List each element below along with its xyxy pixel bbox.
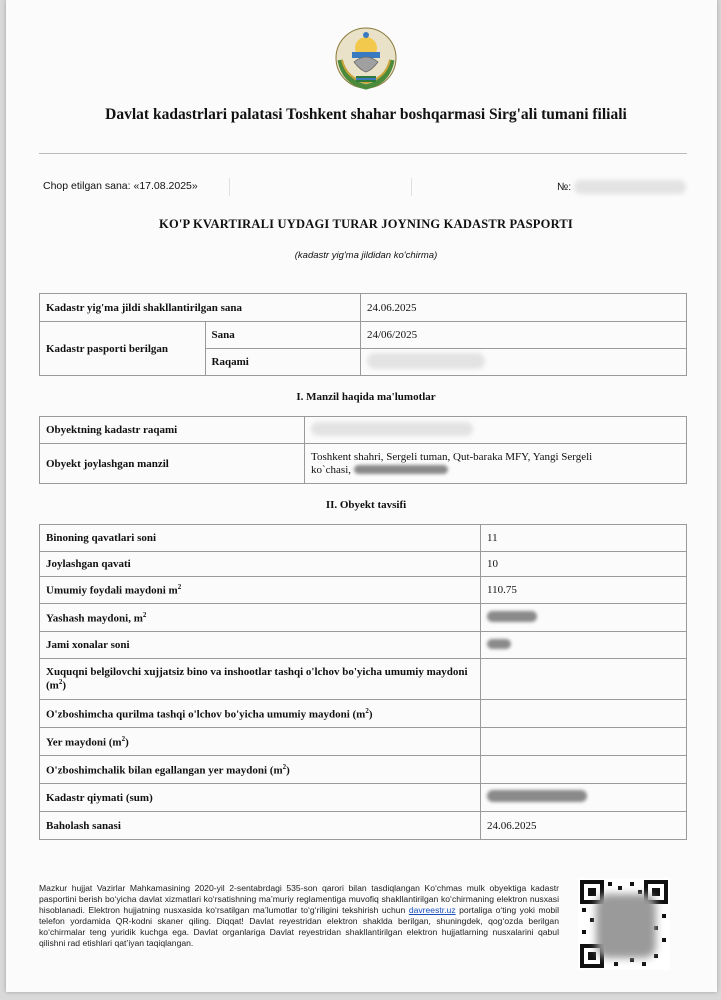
redacted-value [487,611,537,622]
section2-title: II. Obyekt tavsifi [325,499,407,511]
document-page [6,0,717,992]
table-row [40,525,687,552]
row-label-text: Yer maydoni (m [46,736,122,749]
row-label-tail: ) [62,679,66,692]
row-label-text: Xuquqni belgilovchi xujjatsiz bino va inshootlar tashqi o'lchov bo'yicha umumiy maydoni (m [46,666,468,692]
legal-notice-text-2: portaliga o‘ting yoki mobil telefon yordamida QR-kodni skaner qiling. Diqqat! Davlat reyestridan elektron shaklda berilgan, shuningdek, qog‘ozda berilgan ko‘chirmalar teng yuridik kuchga ega. Davlat organlariga Davlat reyestridan shakllantirilgan elektron hujjatlarning nusxalarini qabul qilishni rad etishlari qat’iyan taqiqlangan. [39,905,559,948]
row-label-text: Jami xonalar soni [46,639,130,651]
superscript: 2 [177,583,182,592]
table-row [40,632,687,659]
table-row [40,756,687,784]
superscript: 2 [365,706,369,715]
table-row [40,700,687,728]
table-row [40,577,687,604]
row-label [40,577,481,604]
number-label [557,180,686,194]
address-value [305,444,687,484]
row-value: 10 [481,552,687,577]
document-subtitle: (kadastr yig'ma jildidan ko'chirma) [294,250,438,261]
object-description-table [39,524,687,840]
table-row [40,659,687,700]
table-row [40,784,687,812]
row-value: 110.75 [481,577,687,604]
row-label [40,784,481,812]
state-emblem-icon [334,26,398,90]
row-value [481,728,687,756]
number-row-label: Raqami [205,349,360,376]
row-label-text: Yashash maydoni, m [46,612,143,625]
row-value [481,604,687,632]
divider [39,153,687,154]
divider [411,178,412,196]
row-label-text: O'zboshimcha qurilma tashqi o'lchov bo'yicha umumiy maydoni (m [46,708,366,721]
davreestr-link[interactable]: davreestr.uz [408,905,456,915]
redacted-value [487,790,587,802]
legal-notice-text: Mazkur hujjat Vazirlar Mahkamasining 2020-yil 2-sentabrdagi 535-son qarori bilan tasdiqlangan Ko‘chmas mulk obyektiga kadastr pasportini berish bo‘yicha davlat xizmatlari ko‘rsatishning ma’muriy reglamentiga muvofiq shakllantirilgan ko‘chirmaning elektron nusxasi hisoblanadi. Elektron hujjatning nusxasida ko‘rsatilgan ma’lumotlar to‘g‘riligini tekshirish uchun [39,883,559,915]
table-row [40,812,687,840]
row-label-tail: ) [286,764,290,777]
redacted-value [487,639,511,649]
row-label [40,812,481,840]
row-value [481,756,687,784]
passport-table [39,293,687,376]
row-label-tail: ) [368,708,373,721]
redacted-house [354,465,448,474]
row-label [40,756,481,784]
row-value [481,659,687,700]
legal-notice [39,883,559,949]
row-label-text: O'zboshimchalik bilan egallangan yer maydoni (m [46,764,283,777]
table-row [40,552,687,577]
folder-date-label: Kadastr yig'ma jildi shakllantirilgan sana [40,294,361,322]
row-label-tail: ) [125,736,129,749]
table-row [40,728,687,756]
divider [229,178,230,196]
row-value: 11 [481,525,687,552]
row-value: 24.06.2025 [481,812,687,840]
row-label-text: Binoning qavatlari soni [46,532,157,544]
cadastre-number-label: Obyektning kadastr raqami [40,417,305,444]
superscript: 2 [282,762,287,771]
row-label [40,632,481,659]
superscript: 2 [142,610,147,619]
address-table [39,416,687,484]
row-label [40,552,481,577]
redacted-cadastre-number [305,417,687,444]
organization-title: Davlat kadastrlari palatasi Toshkent shahar boshqarmasi Sirg'ali tumani filiali [105,106,627,123]
row-label-text: Kadastr qiymati (sum) [46,791,153,804]
printed-date: Chop etilgan sana: «17.08.2025» [43,180,198,192]
row-label [40,700,481,728]
address-line-2: ko`chasi, [311,463,352,476]
section1-title: I. Manzil haqida ma'lumotlar [296,391,436,403]
row-label [40,659,481,700]
document-title: KO'P KVARTIRALI UYDAGI TURAR JOYNING KADASTR PASPORTI [159,217,573,231]
row-label [40,525,481,552]
row-label-text: Umumiy foydali maydoni m [46,584,178,597]
row-label-text: Joylashgan qavati [46,558,131,570]
row-value [481,784,687,812]
superscript: 2 [121,734,126,743]
row-label [40,728,481,756]
date-label: Sana [205,322,360,349]
folder-date-value: 24.06.2025 [361,294,687,322]
issue-date-value: 24/06/2025 [361,322,687,349]
redacted-number [574,180,686,194]
address-line-1: Toshkent shahri, Sergeli tuman, Qut-baraka MFY, Yangi Sergeli [311,450,593,463]
table-row [40,604,687,632]
address-label: Obyekt joylashgan manzil [40,444,305,484]
issued-label: Kadastr pasporti berilgan [40,322,206,376]
row-value [481,632,687,659]
row-label [40,604,481,632]
print-info-row [39,178,687,196]
row-label-text: Baholash sanasi [46,819,121,832]
qr-code [578,878,670,970]
row-value [481,700,687,728]
superscript: 2 [58,678,63,687]
redacted-passport-number [361,349,687,376]
number-label-text: №: [557,180,572,193]
